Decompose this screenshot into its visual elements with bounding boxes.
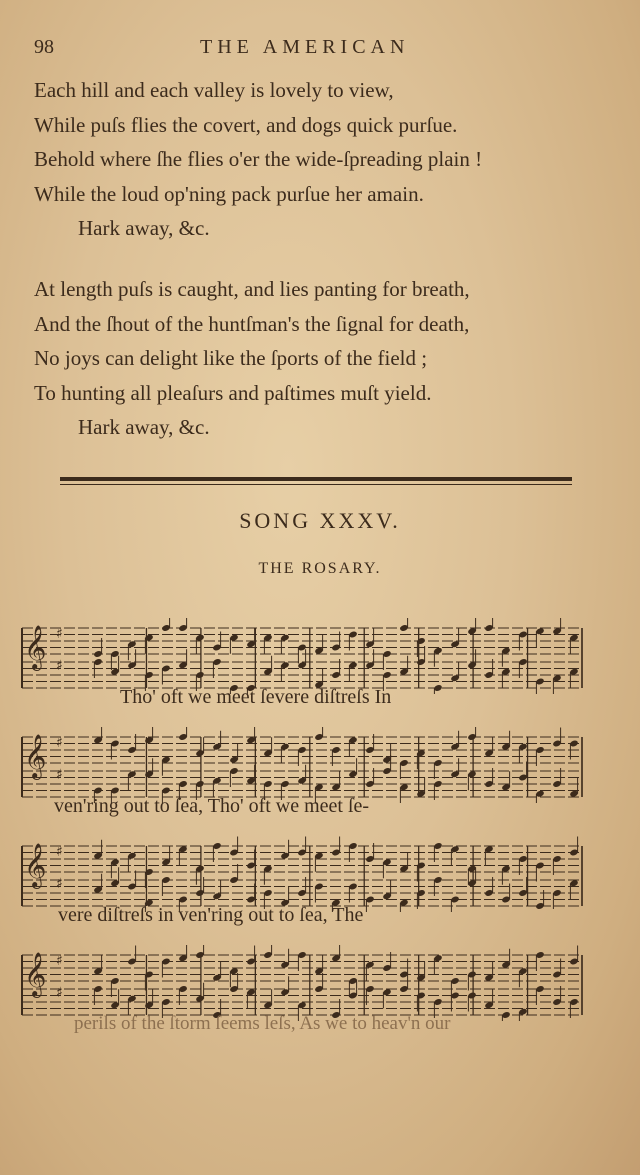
section-divider-thick <box>60 477 572 481</box>
treble-clef-icon: 𝄞 <box>24 625 47 669</box>
music-staff <box>0 727 640 803</box>
music-staff <box>0 836 640 912</box>
running-head: THE AMERICAN <box>200 36 410 58</box>
sharp-icon: ♯ <box>56 985 63 1001</box>
staff-system-4 <box>0 945 640 1055</box>
sharp-icon: ♯ <box>56 953 63 969</box>
page-number: 98 <box>34 36 54 58</box>
treble-clef-icon: 𝄞 <box>24 734 47 778</box>
staff-system-2 <box>0 727 640 837</box>
stanza-line: And the ſhout of the huntſman's the ſignal for death, <box>34 311 470 336</box>
section-divider-thin <box>60 484 572 485</box>
stanza-line: At length puſs is caught, and lies panting for breath, <box>34 277 470 301</box>
sharp-icon: ♯ <box>56 876 63 892</box>
stanza-1 <box>34 73 614 246</box>
music-lyric-line: ven'ring out to ſea, Tho' oft we meet ſe- <box>54 795 370 817</box>
staff-system-1 <box>0 618 640 728</box>
sheet-music <box>0 600 640 1060</box>
stanza-refrain: Hark away, &c. <box>78 216 210 240</box>
sharp-icon: ♯ <box>56 658 63 674</box>
stanza-line: Each hill and each valley is lovely to view, <box>34 78 394 102</box>
sharp-icon: ♯ <box>56 735 63 751</box>
treble-clef-icon: 𝄞 <box>24 952 47 996</box>
stanza-refrain: Hark away, &c. <box>78 415 210 439</box>
stanza-line: While puſs flies the covert, and dogs quick purſue. <box>34 112 458 137</box>
stanza-line: To hunting all pleaſurs and paſtimes muſt yield. <box>34 380 432 405</box>
music-staff <box>0 945 640 1021</box>
song-subtitle: THE ROSARY. <box>258 560 382 577</box>
sharp-icon: ♯ <box>56 626 63 642</box>
music-staff <box>0 618 640 694</box>
treble-clef-icon: 𝄞 <box>24 843 47 887</box>
sharp-icon: ♯ <box>56 767 63 783</box>
sharp-icon: ♯ <box>56 844 63 860</box>
page-header <box>0 34 640 64</box>
staff-system-3 <box>0 836 640 946</box>
stanza-line: No joys can delight like the ſports of the field ; <box>34 346 428 370</box>
song-title: SONG XXXV. <box>239 508 401 533</box>
music-lyric-line: vere diſtreſs in ven'ring out to ſea, The <box>58 904 364 926</box>
stanza-2 <box>34 272 614 445</box>
music-lyric-line: perils of the ſtorm ſeems leſs, As we to heav'n our <box>74 1013 451 1034</box>
music-lyric-line: Tho' oft we meet ſevere diſtreſs In <box>120 686 392 708</box>
stanza-line: While the loud op'ning pack purſue her amain. <box>34 181 424 206</box>
stanza-line: Behold where ſhe flies o'er the wide-ſpreading plain ! <box>34 147 483 171</box>
